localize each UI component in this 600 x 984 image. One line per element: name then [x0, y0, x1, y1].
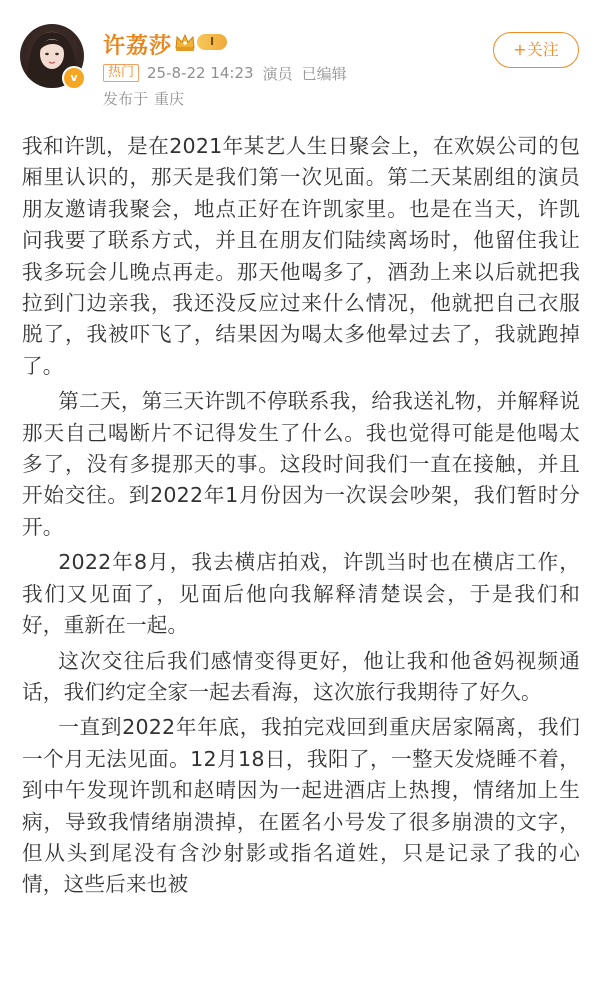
hot-tag: 热门: [103, 64, 139, 82]
post-header: [0, 0, 600, 110]
post-paragraph: 第二天，第三天许凯不停联系我，给我送礼物，并解释说那天自己喝断片不记得发生了什么。我也觉得可能是他喝太多了，没有多提那天的事。这段时间我们一直在接触，并且开始交往。到2022年1月份因为一次误会吵架，我们暂时分开。: [22, 389, 580, 539]
rank-level: I: [197, 34, 227, 50]
rank-badge[interactable]: [174, 32, 227, 52]
post-location: [103, 88, 184, 109]
location-place: 重庆: [154, 90, 185, 108]
author-role: 演员: [262, 64, 293, 83]
avatar[interactable]: [20, 24, 84, 88]
location-prefix: 发布于: [103, 90, 149, 108]
post-meta: [103, 63, 347, 83]
post-body: [22, 131, 580, 905]
verified-badge-icon: v: [62, 66, 86, 90]
crown-icon: [174, 32, 196, 52]
post-paragraph: 2022年8月，我去横店拍戏，许凯当时也在横店工作，我们又见面了，见面后他向我解释清楚误会，于是我们和好，重新在一起。: [22, 550, 580, 638]
username[interactable]: 许荔莎: [103, 34, 173, 59]
post-paragraph: 我和许凯，是在2021年某艺人生日聚会上，在欢娱公司的包厢里认识的，那天是我们第一次见面。第二天某剧组的演员朋友邀请我聚会，地点正好在许凯家里。也是在当天，许凯问我要了联系方式，并且在朋友们陆续离场时，他留住我让我多玩会儿晚点再走。那天他喝多了，酒劲上来以后就把我拉到门边亲我，我还没反应过来什么情况，他就把自己衣服脱了，我被吓飞了，结果因为喝太多他晕过去了，我就跑掉了。: [22, 134, 580, 378]
follow-button[interactable]: +关注: [493, 32, 579, 68]
edit-status[interactable]: 已编辑: [301, 64, 347, 83]
post-paragraph: 这次交往后我们感情变得更好，他让我和他爸妈视频通话，我们约定全家一起去看海，这次旅行我期待了好久。: [22, 648, 580, 704]
post-paragraph: 一直到2022年年底，我拍完戏回到重庆居家隔离，我们一个月无法见面。12月18日，我阳了，一整天发烧睡不着，到中午发现许凯和赵晴因为一起进酒店上热搜，情绪加上生病，导致我情绪崩溃掉，在匿名小号发了很多崩溃的文字，但从头到尾没有含沙射影或指名道姓，只是记录了我的心情，这些后来也被: [22, 715, 580, 897]
post-datetime: 25-8-22 14:23: [147, 64, 254, 82]
